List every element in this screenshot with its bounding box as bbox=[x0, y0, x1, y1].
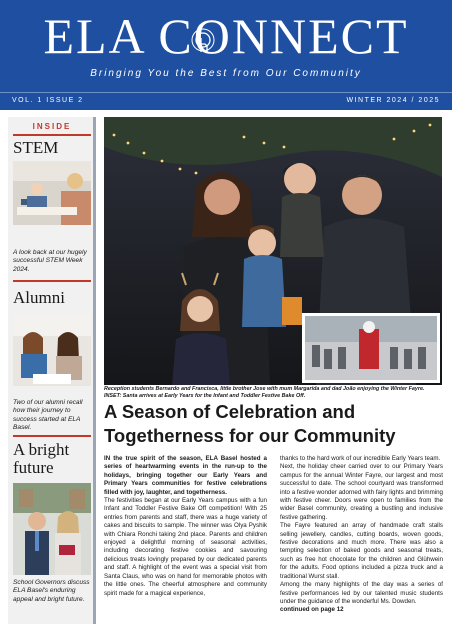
article-paragraph: thanks to the hard work of our incredible Early Years team. bbox=[280, 455, 441, 462]
sidebar-heading-alumni[interactable]: Alumni bbox=[13, 288, 65, 307]
sidebar-heading-stem[interactable]: STEM bbox=[13, 138, 59, 157]
hero-photo[interactable] bbox=[104, 117, 442, 385]
divider bbox=[13, 435, 91, 437]
issue-bar bbox=[0, 92, 452, 110]
hand-touch-icon bbox=[0, 0, 452, 70]
article-paragraph: Next, the holiday cheer carried over to our Primary Years campus for the annual Winter Fayre, our largest and most successful to date. The school courtyard was transformed into a festive wonder adorned with fairy lights and brimming with festive cheer. Doors were open to families from the wider Basel community, creating a bustling and inclusive festive gathering. bbox=[280, 463, 443, 521]
article-lead: IN the true spirit of the season, ELA Basel hosted a series of heartwarming events in the run-up to the holidays, bringing together our Early Years and Primary Years communities for festive celebrations filled with joy, laughter, and togetherness. bbox=[104, 455, 267, 496]
article-paragraph: The festivities began at our Early Years campus with a fun Infant and Toddler Festive Bake Off competition! With 25 entries from parents and staff, there was a huge variety of cakes and biscuits to sample. The winner was Olya Pyshik with Chiara Ronchi taking 2nd place. Parents and children enjoyed a delightful morning of seasonal activities, including decorating festive cookies and savouring delicious treats lovingly prepared by our dedicated parents and staff. A highlight of the event was a special visit from Santa Claus, who was on hand for memorable photos with the little ones. The cheerful atmosphere and community spirit made for a magical experience, bbox=[104, 497, 267, 597]
masthead bbox=[0, 0, 452, 92]
article-column-2 bbox=[280, 455, 443, 615]
governors-photo[interactable] bbox=[13, 483, 91, 575]
article-paragraph: Among the many highlights of the day was a series of festive performances led by our talented music students under the guidance of the wonderful Ms. Dowden. bbox=[280, 581, 443, 605]
inside-sidebar bbox=[8, 117, 96, 624]
stem-photo[interactable] bbox=[13, 161, 91, 225]
alumni-photo[interactable] bbox=[13, 314, 91, 386]
inside-label: INSIDE bbox=[32, 122, 72, 131]
continued-link[interactable]: continued on page 12 bbox=[280, 606, 344, 614]
sidebar-heading-bright-future[interactable]: A bright future bbox=[13, 440, 70, 477]
tagline: Bringing You the Best from Our Community bbox=[90, 68, 362, 79]
article-column-1 bbox=[104, 455, 267, 598]
article-headline: A Season of Celebration and Togetherness for our Community bbox=[104, 401, 396, 446]
divider bbox=[13, 134, 91, 136]
newsletter-title: ELA CONNECT bbox=[43, 8, 409, 64]
season-label: WINTER 2024 / 2025 bbox=[346, 97, 440, 104]
volume-label: VOL. 1 ISSUE 2 bbox=[12, 97, 84, 104]
governors-caption: School Governors discuss ELA Basel's enduring appeal and bright future. bbox=[13, 579, 90, 603]
hero-caption: Reception students Bernardo and Francisca, little brother Jose with mum Margarida and dad João enjoying the Winter Fayre. INSET: Santa arrives at Early Years for the Infant and Toddler Festive Bake Off. bbox=[104, 386, 425, 399]
article-paragraph: The Fayre featured an array of handmade craft stalls selling jewellery, candles, cutting boards, woven goods, festive decorations and much more. There was also a tempting selection of baked goods and seasonal treats, such as free hot chocolate for the children and Glühwein for the adults. Food options included a pizza truck and a traditional Wurst stall. bbox=[280, 522, 443, 580]
alumni-caption: Two of our alumni recall how their journey to success started at ELA Basel. bbox=[13, 399, 83, 431]
stem-caption: A look back at our hugely successful STEM Week 2024. bbox=[13, 249, 87, 273]
divider bbox=[13, 280, 91, 282]
